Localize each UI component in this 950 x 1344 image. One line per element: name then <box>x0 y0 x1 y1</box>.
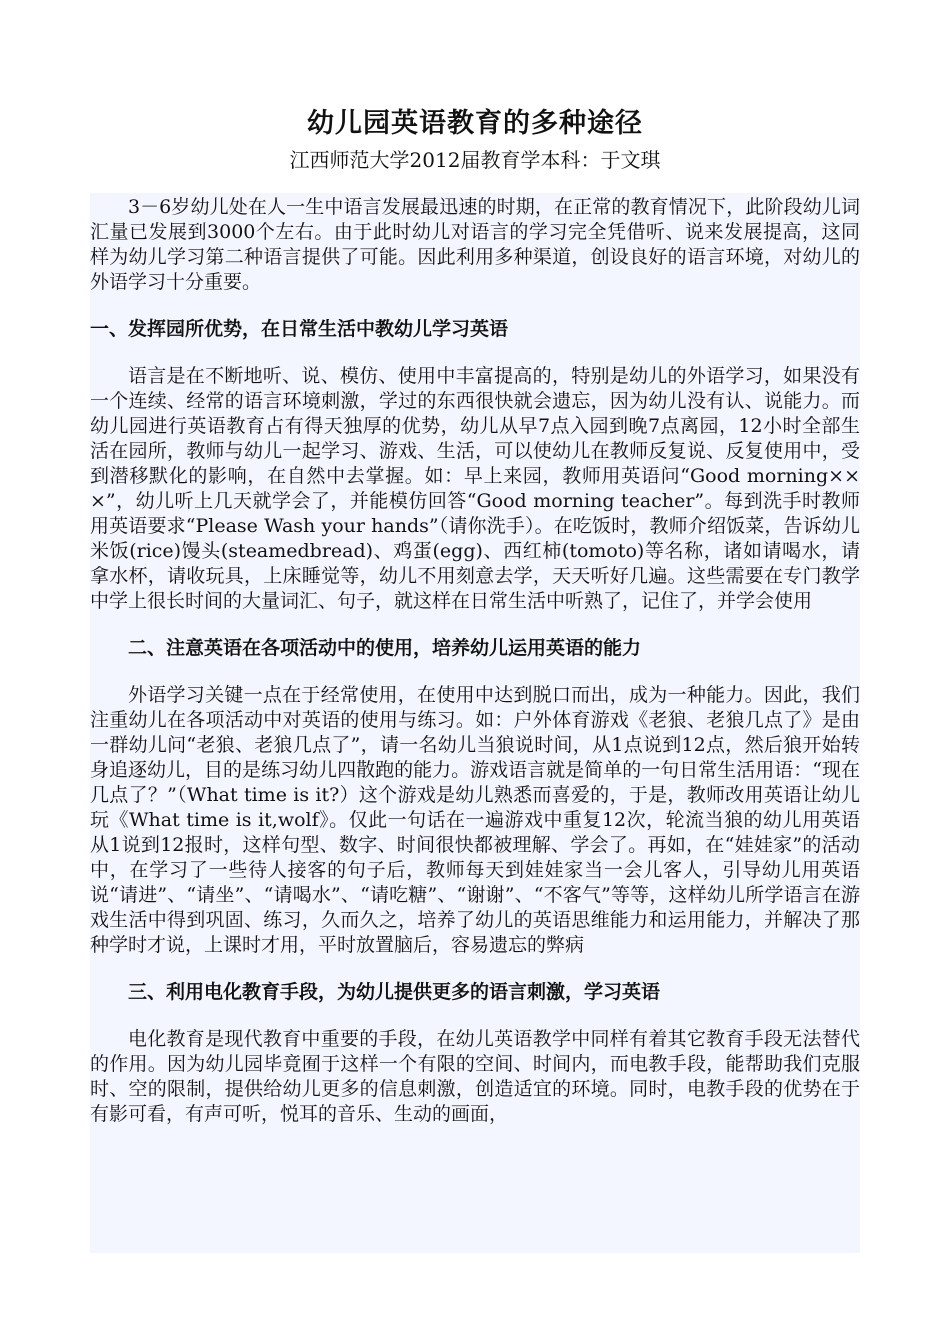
section-3-paragraph: 电化教育是现代教育中重要的手段，在幼儿英语教学中同样有着其它教育手段无法替代的作用。因为幼儿园毕竟囿于这样一个有限的空间、时间内，而电教手段，能帮助我们克服时、空的限制，提供给幼儿更多的信息刺激，创造适宜的环境。同时，电教手段的优势在于有影可看，有声可听，悦耳的音乐、生动的画面， <box>90 1028 860 1125</box>
document-subtitle: 江西师范大学2012届教育学本科：于文琪 <box>289 148 661 172</box>
intro-paragraph: 3－6岁幼儿处在人一生中语言发展最迅速的时期，在正常的教育情况下，此阶段幼儿词汇量已发展到3000个左右。由于此时幼儿对语言的学习完全凭借听、说来发展提高，这同样为幼儿学习第二种语言提供了可能。因此利用多种渠道，创设良好的语言环境，对幼儿的外语学习十分重要。 <box>90 196 860 293</box>
section-1-heading: 一、发挥园所优势，在日常生活中教幼儿学习英语 <box>90 318 509 340</box>
section-1-paragraph: 语言是在不断地听、说、模仿、使用中丰富提高的，特别是幼儿的外语学习，如果没有一个连续、经常的语言环境刺激，学过的东西很快就会遗忘，因为幼儿没有认、说能力。而幼儿园进行英语教育占有得天独厚的优势，幼儿从早7点入园到晚7点离园，12小时全部生活在园所，教师与幼儿一起学习、游戏、生活，可以使幼儿在教师反复说、反复使用中，受到潜移默化的影响，在自然中去掌握。如：早上来园，教师用英语问“Good morning×××”，幼儿听上几天就学会了，并能模仿回答“Good morning teacher”。每到洗手时教师用英语要求“Please Wash your hands”（请你洗手）。在吃饭时，教师介绍饭菜，告诉幼儿米饭(rice)馒头(steamedbread)、鸡蛋(egg)、西红柿(tomoto)等名称，诸如请喝水，请拿水杯，请收玩具，上床睡觉等，幼儿不用刻意去学，天天听好几遍。这些需要在专门教学中学上很长时间的大量词汇、句子，就这样在日常生活中听熟了，记住了，并学会使用 <box>90 365 860 612</box>
section-2-paragraph: 外语学习关键一点在于经常使用，在使用中达到脱口而出，成为一种能力。因此，我们注重幼儿在各项活动中对英语的使用与练习。如：户外体育游戏《老狼、老狼几点了》是由一群幼儿问“老狼、老狼几点了”，请一名幼儿当狼说时间，从1点说到12点，然后狼开始转身追逐幼儿，目的是练习幼儿四散跑的能力。游戏语言就是简单的一句日常生活用语：“现在几点了？”（What time is it?）这个游戏是幼儿熟悉而喜爱的，于是，教师改用英语让幼儿玩《What time is it,wolf》。仅此一句话在一遍游戏中重复12次，轮流当狼的幼儿用英语从1说到12报时，这样句型、数字、时间很快都被理解、学会了。再如，在“娃娃家”的活动中，在学习了一些待人接客的句子后，教师每天到娃娃家当一会儿客人，引导幼儿用英语说“请进”、“请坐”、“请喝水”、“请吃糖”、“谢谢”、“不客气”等等，这样幼儿所学语言在游戏生活中得到巩固、练习，久而久之，培养了幼儿的英语思维能力和运用能力，并解决了那种学时才说，上课时才用，平时放置脑后，容易遗忘的弊病 <box>90 684 860 956</box>
section-2-heading: 二、注意英语在各项活动中的使用，培养幼儿运用英语的能力 <box>128 637 642 659</box>
document-title: 幼儿园英语教育的多种途径 <box>307 108 643 139</box>
document-body <box>90 195 860 1127</box>
section-3-heading: 三、利用电化教育手段，为幼儿提供更多的语言刺激，学习英语 <box>128 981 661 1003</box>
